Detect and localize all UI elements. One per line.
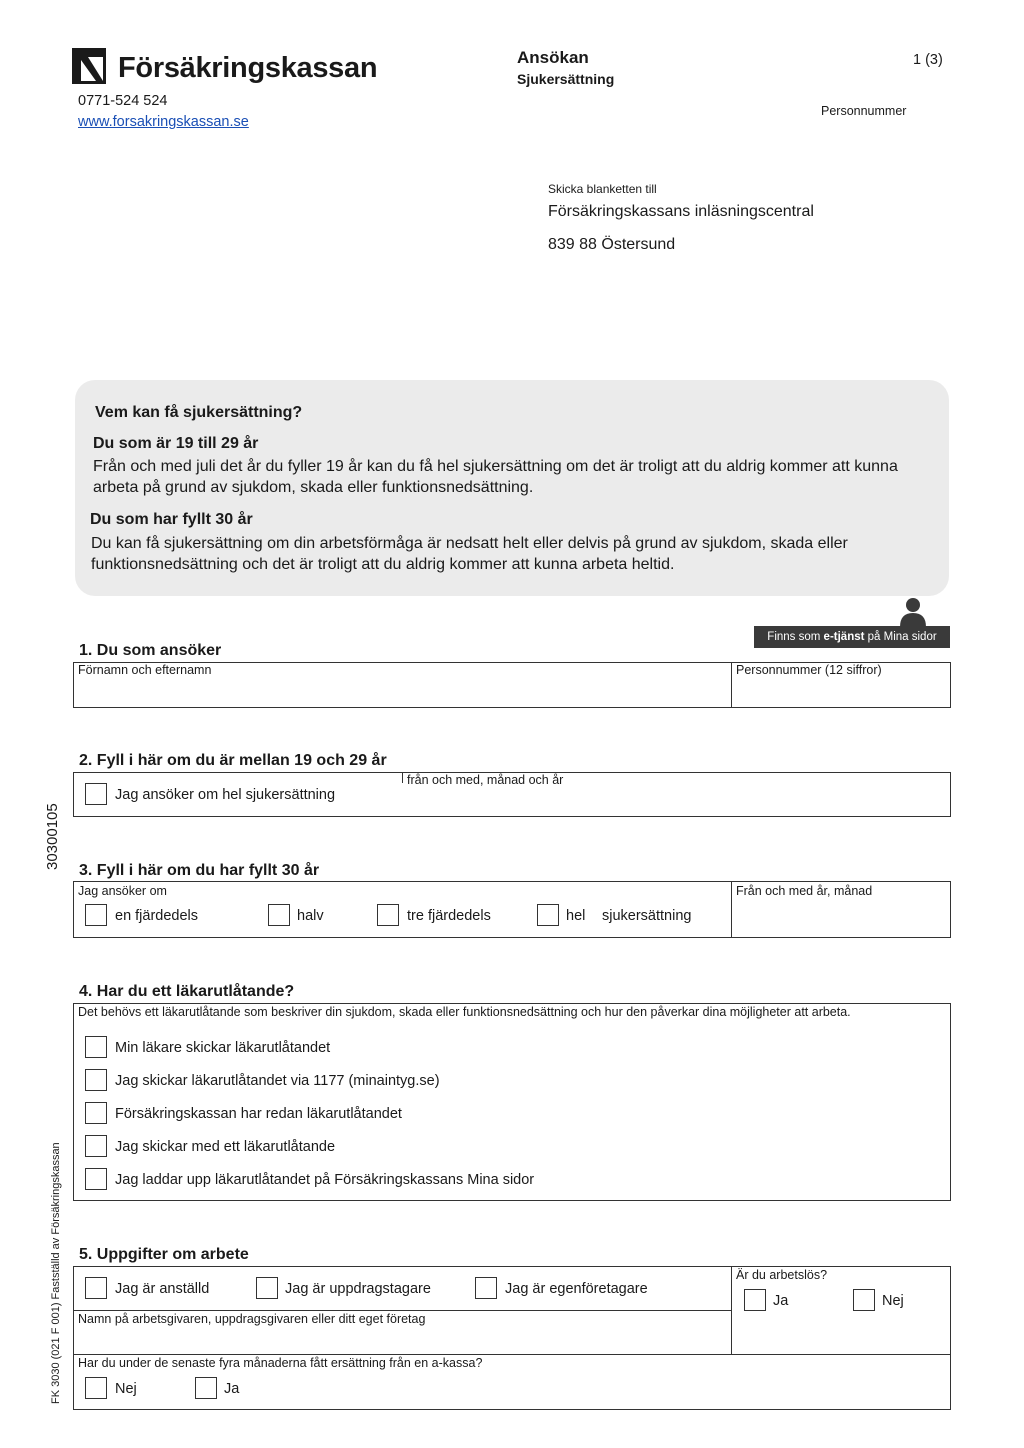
- name-input[interactable]: [76, 680, 726, 706]
- logo: [72, 47, 378, 87]
- brand-name: Försäkringskassan: [118, 52, 378, 84]
- name-label: Förnamn och efternamn: [78, 663, 212, 677]
- lakare-skickar-label: Min läkare skickar läkarutlåtandet: [115, 1040, 331, 1056]
- section4-description: Det behövs ett läkarutlåtande som beskriver din sjukdom, skada eller funktionsnedsättning och hur den påverkar dina möjligheter att arbeta.: [78, 1005, 851, 1019]
- etjanst-prefix: Finns som: [767, 631, 824, 643]
- etjanst-badge[interactable]: [754, 626, 950, 648]
- section3-apply-label: Jag ansöker om: [78, 884, 167, 898]
- divider: [731, 662, 732, 708]
- halv-label: halv: [297, 908, 324, 924]
- send-to-label: Skicka blanketten till: [548, 182, 657, 196]
- divider: [731, 881, 732, 938]
- form-subtitle: Sjukersättning: [517, 71, 615, 87]
- hel-checkbox[interactable]: [537, 904, 559, 926]
- egenforetagare-checkbox[interactable]: [475, 1277, 497, 1299]
- laddar-upp-label: Jag laddar upp läkarutlåtandet på Försäkringskassans Mina sidor: [115, 1172, 535, 1188]
- section5-title: 5. Uppgifter om arbete: [79, 1246, 249, 1263]
- fjardedels-label: en fjärdedels: [115, 908, 199, 924]
- form-footer-code: FK 3030 (021 F 001) Fastställd av Försäkringskassan: [50, 1142, 62, 1404]
- uppdragstagare-label: Jag är uppdragstagare: [285, 1281, 431, 1297]
- tre-fjardedels-label: tre fjärdedels: [407, 908, 491, 924]
- pnr-label: Personnummer (12 siffror): [736, 663, 882, 677]
- recipient-name: Försäkringskassans inläsningscentral: [548, 203, 814, 220]
- form-title: Ansökan: [517, 48, 589, 67]
- section2-date-label: från och med, månad och år: [407, 773, 564, 787]
- arbetslos-ja-checkbox[interactable]: [744, 1289, 766, 1311]
- info-box: [75, 380, 949, 596]
- akassa-ja-checkbox[interactable]: [195, 1377, 217, 1399]
- section3-title: 3. Fyll i här om du har fyllt 30 år: [79, 862, 320, 879]
- section3-date-label: Från och med år, månad: [736, 884, 873, 898]
- akassa-nej-label: Nej: [115, 1381, 137, 1397]
- pnr-input[interactable]: [734, 680, 948, 706]
- personnummer-label: Personnummer: [821, 104, 907, 118]
- laddar-upp-checkbox[interactable]: [85, 1168, 107, 1190]
- skickar-med-label: Jag skickar med ett läkarutlåtande: [115, 1139, 336, 1155]
- via-1177-label: Jag skickar läkarutlåtandet via 1177 (minaintyg.se): [115, 1073, 440, 1089]
- etjanst-bold: e-tjänst: [823, 631, 865, 643]
- section4-title: 4. Har du ett läkarutlåtande?: [79, 983, 295, 1000]
- egenforetagare-label: Jag är egenföretagare: [505, 1281, 648, 1297]
- info-group2-heading: Du som har fyllt 30 år: [90, 511, 253, 528]
- form-code: 30300105: [44, 803, 61, 870]
- postal-address: 839 88 Östersund: [548, 236, 676, 253]
- divider: [731, 1266, 732, 1355]
- info-group1-heading: Du som är 19 till 29 år: [93, 435, 259, 452]
- arbetslos-nej-checkbox[interactable]: [853, 1289, 875, 1311]
- anstalld-label: Jag är anställd: [115, 1281, 210, 1297]
- redan-har-label: Försäkringskassan har redan läkarutlåtandet: [115, 1106, 402, 1122]
- hel-sjukersattning-label: Jag ansöker om hel sjukersättning: [115, 787, 336, 803]
- skickar-med-checkbox[interactable]: [85, 1135, 107, 1157]
- section2-title: 2. Fyll i här om du är mellan 19 och 29 år: [79, 752, 387, 769]
- info-group2-text: Du kan få sjukersättning om din arbetsförmåga är nedsatt helt eller delvis på grund av sjukdom, skada eller funktionsnedsättning och det är troligt att du aldrig kommer att kunna arbeta heltid.: [91, 535, 848, 573]
- halv-checkbox[interactable]: [268, 904, 290, 926]
- person-icon: [898, 597, 928, 627]
- akassa-label: Har du under de senaste fyra månaderna fått ersättning från en a-kassa?: [78, 1356, 483, 1370]
- tre-fjardedels-checkbox[interactable]: [377, 904, 399, 926]
- section1-title: 1. Du som ansöker: [79, 642, 222, 659]
- lakare-skickar-checkbox[interactable]: [85, 1036, 107, 1058]
- akassa-nej-checkbox[interactable]: [85, 1377, 107, 1399]
- employer-label: Namn på arbetsgivaren, uppdragsgivaren eller ditt eget företag: [78, 1312, 426, 1326]
- hel-label: hel: [566, 908, 586, 924]
- etjanst-suffix: på Mina sidor: [864, 631, 937, 643]
- arbetslos-nej-label: Nej: [882, 1293, 904, 1309]
- forsakringskassan-logo-icon: [72, 48, 106, 84]
- uppdragstagare-checkbox[interactable]: [256, 1277, 278, 1299]
- arbetslos-label: Är du arbetslös?: [736, 1268, 828, 1282]
- employer-input[interactable]: [76, 1328, 726, 1352]
- akassa-ja-label: Ja: [224, 1381, 240, 1397]
- phone-number: 0771-524 524: [78, 93, 168, 109]
- page-number: 1 (3): [913, 52, 943, 68]
- hel-sjukersattning-checkbox[interactable]: [85, 783, 107, 805]
- section2-date-input[interactable]: [405, 789, 945, 813]
- anstalld-checkbox[interactable]: [85, 1277, 107, 1299]
- divider: [402, 773, 403, 783]
- divider: [73, 1354, 951, 1355]
- redan-har-checkbox[interactable]: [85, 1102, 107, 1124]
- sjukersattning-suffix: sjukersättning: [602, 908, 692, 924]
- info-heading: Vem kan få sjukersättning?: [95, 404, 303, 421]
- fjardedels-checkbox[interactable]: [85, 904, 107, 926]
- arbetslos-ja-label: Ja: [773, 1293, 789, 1309]
- info-group1-text: Från och med juli det år du fyller 19 år kan du få hel sjukersättning om det är troligt att du aldrig kommer att kunna arbeta på grund av sjukdom, skada eller funktionsnedsättning.: [93, 458, 898, 496]
- via-1177-checkbox[interactable]: [85, 1069, 107, 1091]
- divider: [73, 1310, 731, 1311]
- section3-date-input[interactable]: [734, 901, 948, 935]
- website-link[interactable]: www.forsakringskassan.se: [78, 114, 249, 130]
